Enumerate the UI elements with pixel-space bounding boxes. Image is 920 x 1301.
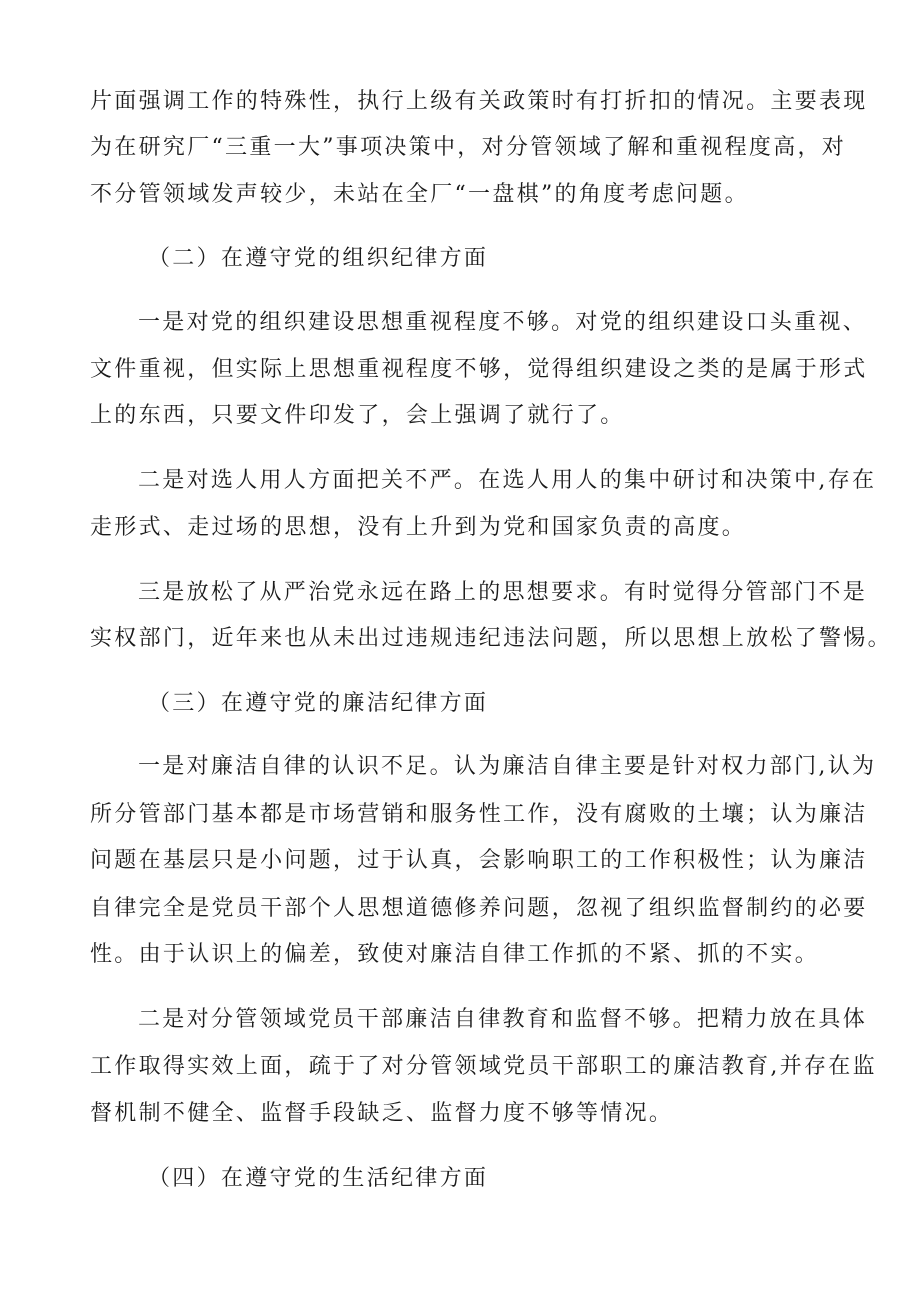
paragraph-line: 文件重视，但实际上思想重视程度不够，觉得组织建设之类的是属于形式 bbox=[90, 357, 868, 382]
paragraph-line: 性。由于认识上的偏差，致使对廉洁自律工作抓的不紧、抓的不实。 bbox=[90, 942, 820, 967]
paragraph-line: 所分管部门基本都是市场营销和服务性工作，没有腐败的土壤；认为廉洁 bbox=[90, 802, 868, 827]
paragraph-line: 实权部门，近年来也从未出过违规违纪违法问题，所以思想上放松了警惕。 bbox=[90, 626, 892, 651]
section-heading: （四）在遵守党的生活纪律方面 bbox=[148, 1166, 489, 1191]
paragraph-line: 二是对分管领域党员干部廉洁自律教育和监督不够。把精力放在具体 bbox=[138, 1007, 868, 1032]
paragraph-line: 走形式、走过场的思想，没有上升到为党和国家负责的高度。 bbox=[90, 515, 747, 540]
paragraph-line: 二是对选人用人方面把关不严。在选人用人的集中研讨和决策中,存在 bbox=[138, 468, 877, 493]
paragraph-line: 不分管领域发声较少，未站在全厂“一盘棋”的角度考虑问题。 bbox=[90, 182, 749, 207]
section-heading: （二）在遵守党的组织纪律方面 bbox=[148, 246, 489, 271]
paragraph-line: 自律完全是党员干部个人思想道德修养问题，忽视了组织监督制约的必要 bbox=[90, 896, 868, 921]
paragraph-line: 工作取得实效上面，疏于了对分管领域党员干部职工的廉洁教育,并存在监 bbox=[90, 1054, 877, 1079]
paragraph-line: 为在研究厂“三重一大”事项决策中，对分管领域了解和重视程度高，对 bbox=[90, 135, 847, 160]
paragraph-line: 一是对廉洁自律的认识不足。认为廉洁自律主要是针对权力部门,认为 bbox=[138, 754, 877, 779]
paragraph-line: 上的东西，只要文件印发了，会上强调了就行了。 bbox=[90, 403, 625, 428]
paragraph-line: 三是放松了从严治党永远在路上的思想要求。有时觉得分管部门不是 bbox=[138, 580, 868, 605]
section-heading: （三）在遵守党的廉洁纪律方面 bbox=[148, 691, 489, 716]
paragraph-line: 问题在基层只是小问题，过于认真，会影响职工的工作积极性；认为廉洁 bbox=[90, 848, 868, 873]
paragraph-line: 一是对党的组织建设思想重视程度不够。对党的组织建设口头重视、 bbox=[138, 310, 868, 335]
paragraph-line: 片面强调工作的特殊性，执行上级有关政策时有打折扣的情况。主要表现 bbox=[90, 89, 868, 114]
paragraph-line: 督机制不健全、监督手段缺乏、监督力度不够等情况。 bbox=[90, 1101, 674, 1126]
